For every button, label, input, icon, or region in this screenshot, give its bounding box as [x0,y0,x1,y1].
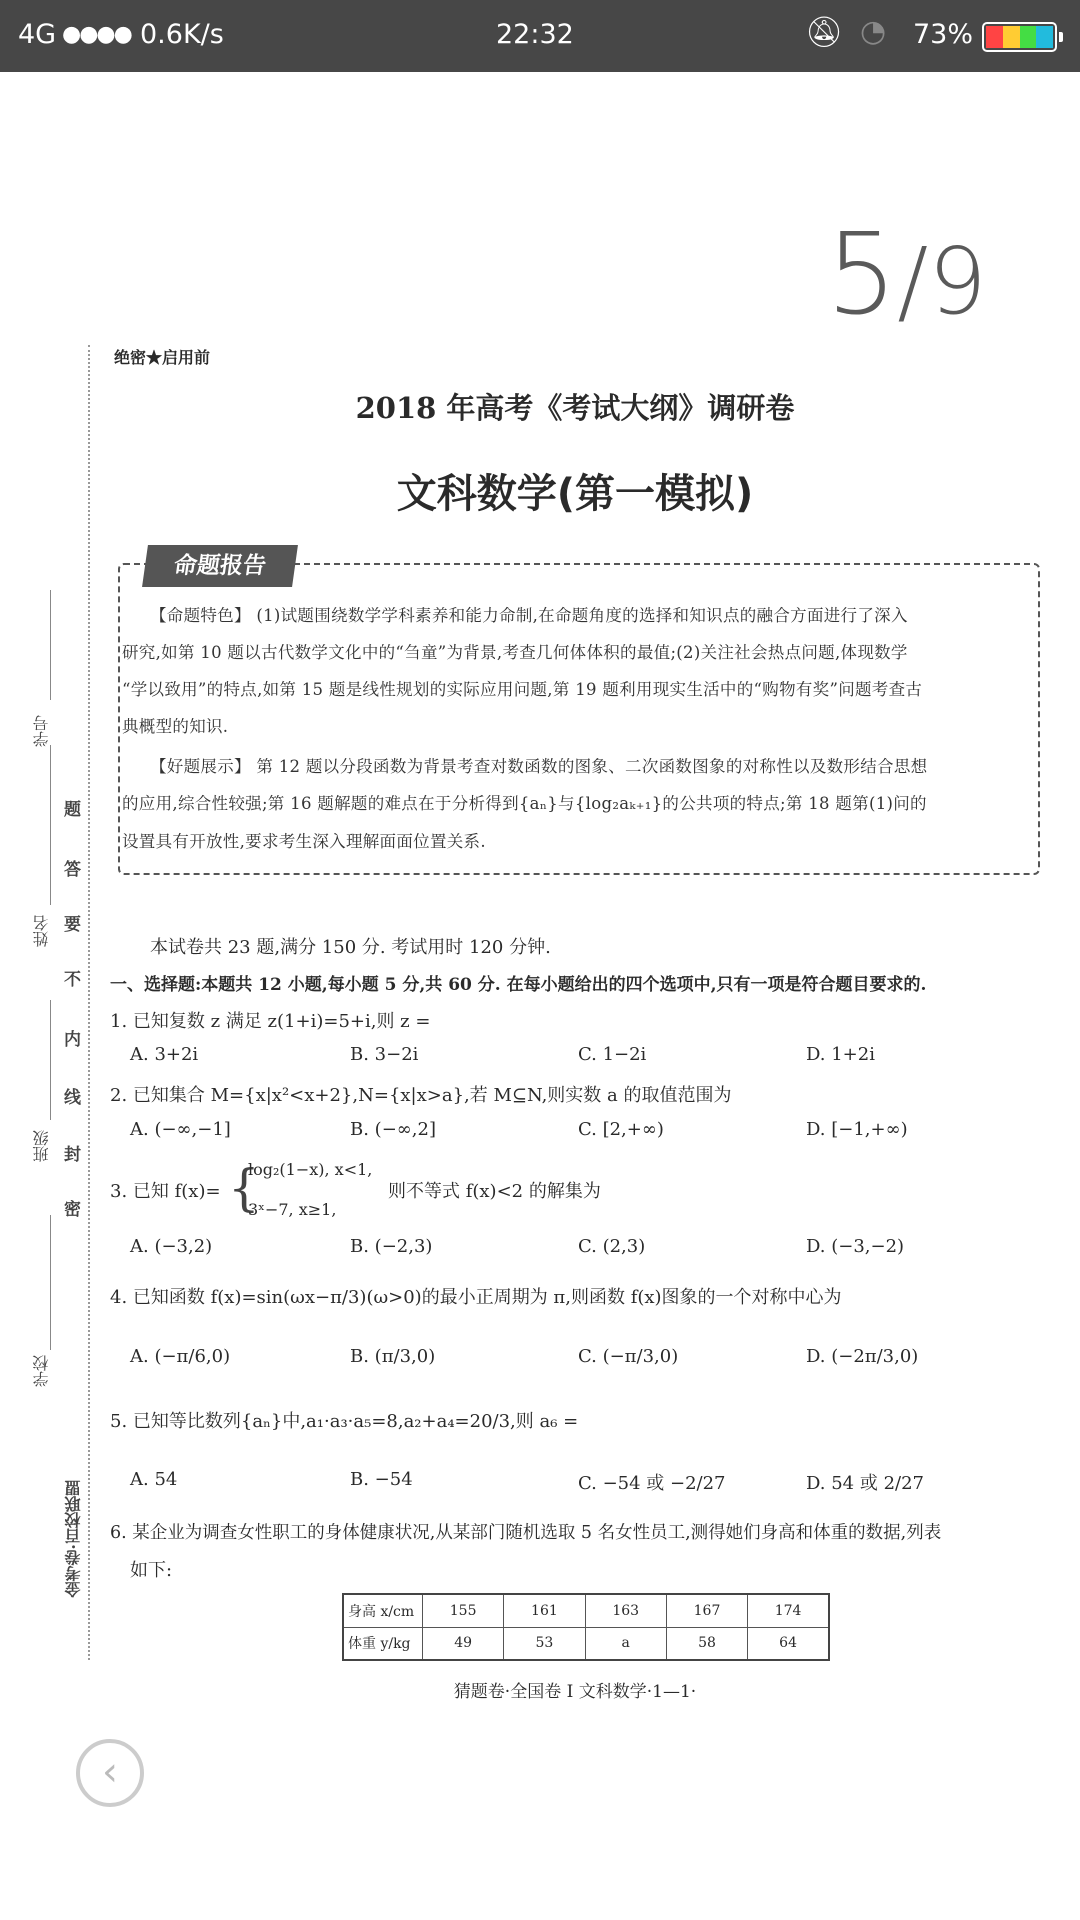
option-a: A. 3+2i [130,1044,199,1065]
option-c: C. −54 或 −2/27 [578,1473,726,1494]
exam-subtitle: 文科数学(第一模拟) [396,471,754,517]
seal-char: 答 [64,860,81,880]
report-line: 研究,如第 10 题以古代数学文化中的“刍童”为背景,考查几何体体积的最值;(2)关注社会热点问题,体现数学 [122,643,908,662]
option-c: C. (−π/3,0) [578,1346,679,1367]
question-3-tail: 则不等式 f(x)<2 的解集为 [388,1181,601,1202]
table-cell: 49 [422,1627,503,1660]
table-row [343,1627,829,1660]
page-separator: / [897,228,929,335]
school-label: 学校 [32,1355,51,1387]
section-header: 一、选择题:本题共 12 小题,每小题 5 分,共 60 分. 在每小题给出的四个选项中,只有一项是符合题目要求的. [110,975,927,995]
option-c: C. [2,+∞) [578,1119,664,1140]
table-cell: 体重 y/kg [343,1627,422,1660]
total-pages: 9 [928,228,987,335]
class-label: 班级 [32,1130,51,1162]
option-a: A. (−∞,−1] [130,1119,231,1140]
seal-char: 内 [64,1030,81,1050]
question-1: 1. 已知复数 z 满足 z(1+i)=5+i,则 z = [110,1011,431,1032]
report-line: 的应用,综合性较强;第 16 题解题的难点在于分析得到{aₙ}与{log₂aₖ₊₁}的公共项的特点;第 18 题第(1)问的 [122,794,927,813]
report-line: 【命题特色】 (1)试题围绕数学学科素养和能力命制,在命题角度的选择和知识点的融合方面进行了深入 [150,606,908,625]
page-counter [826,210,987,340]
table-cell: 174 [748,1594,829,1627]
option-b: B. 3−2i [350,1044,419,1065]
status-bar [0,0,1080,72]
data-table [342,1593,830,1661]
option-d: D. [−1,+∞) [806,1119,908,1140]
question-4: 4. 已知函数 f(x)=sin(ωx−π/3)(ω>0)的最小正周期为 π,则函数 f(x)图象的一个对称中心为 [110,1287,842,1308]
option-c: C. 1−2i [578,1044,647,1065]
seal-char: 密 [64,1200,81,1220]
option-b: B. −54 [350,1469,413,1490]
option-a: A. 54 [130,1469,178,1490]
report-line: “学以致用”的特点,如第 15 题是线性规划的实际应用问题,第 19 题利用现实生活中的“购物有奖”问题考查古 [122,680,923,699]
chevron-left-icon: ‹ [102,1749,118,1795]
question-2: 2. 已知集合 M={x|x²<x+2},N={x|x>a},若 M⊆N,则实数 a 的取值范围为 [110,1085,732,1106]
option-a: A. (−3,2) [130,1236,213,1257]
wifi-icon: ◔ [860,14,887,49]
brace: { [228,1159,260,1217]
network-speed: 0.6K/s [140,19,224,50]
seal-line [88,345,90,1660]
option-b: B. (π/3,0) [350,1346,436,1367]
question-5: 5. 已知等比数列{aₙ}中,a₁·a₃·a₅=8,a₂+a₄=20/3,则 a₆ = [110,1411,579,1432]
signal-icon: ●●●● [62,22,131,47]
back-button[interactable] [76,1739,144,1807]
table-cell: 64 [748,1627,829,1660]
question-6: 6. 某企业为调查女性职工的身体健康状况,从某部门随机选取 5 名女性员工,测得她们身高和体重的数据,列表 [110,1523,942,1543]
table-cell: a [585,1627,666,1660]
fill-line [50,590,51,700]
seal-char: 封 [64,1145,81,1165]
option-b: B. (−∞,2] [350,1119,436,1140]
option-d: D. 1+2i [806,1044,875,1065]
fill-line [50,1000,51,1120]
fill-line [50,745,51,905]
exam-title: 2018 年高考《考试大纲》调研卷 [355,391,795,425]
page-footer: 猜题卷·全国卷 I 文科数学·1—1· [453,1682,697,1702]
report-line: 设置具有开放性,要求考生深入理解面面位置关系. [122,832,486,851]
report-tag: 命题报告 [142,545,298,587]
option-d: D. (−3,−2) [806,1236,905,1257]
option-d: D. 54 或 2/27 [806,1473,925,1494]
piece-2: 3ˣ−7, x≥1, [248,1200,337,1219]
mute-bell-icon: 🔕︎ [805,15,844,50]
network-type: 4G [18,19,57,50]
seal-char: 题 [64,800,81,820]
clock: 22:32 [496,19,574,50]
option-a: A. (−π/6,0) [130,1346,231,1367]
report-line: 典概型的知识. [122,717,229,736]
exam-intro: 本试卷共 23 题,满分 150 分. 考试用时 120 分钟. [150,937,551,958]
table-cell: 161 [504,1594,585,1627]
publisher-label: 金考卷·百校联盟 [64,1480,83,1598]
table-cell: 58 [666,1627,747,1660]
option-d: D. (−2π/3,0) [806,1346,919,1367]
table-cell: 53 [504,1627,585,1660]
seal-char: 不 [64,970,81,990]
question-3: 3. 已知 f(x)= [110,1181,221,1202]
current-page: 5 [826,210,898,340]
secret-label: 绝密★启用前 [114,348,211,367]
student-no-label: 学号 [32,715,51,747]
fill-line [50,1215,51,1350]
name-label: 姓名 [32,915,51,947]
question-6-cont: 如下: [130,1560,173,1581]
piece-1: log₂(1−x), x<1, [248,1160,373,1179]
report-line: 【好题展示】 第 12 题以分段函数为背景考查对数函数的图象、二次函数图象的对称性以及数形结合思想 [150,757,928,776]
seal-char: 线 [64,1088,81,1108]
battery-icon [982,22,1057,52]
table-cell: 163 [585,1594,666,1627]
option-c: C. (2,3) [578,1236,646,1257]
table-cell: 身高 x/cm [343,1594,422,1627]
option-b: B. (−2,3) [350,1236,433,1257]
table-cell: 167 [666,1594,747,1627]
table-cell: 155 [422,1594,503,1627]
battery-percent: 73% [913,19,974,50]
seal-char: 要 [64,915,81,935]
table-row [343,1594,829,1627]
